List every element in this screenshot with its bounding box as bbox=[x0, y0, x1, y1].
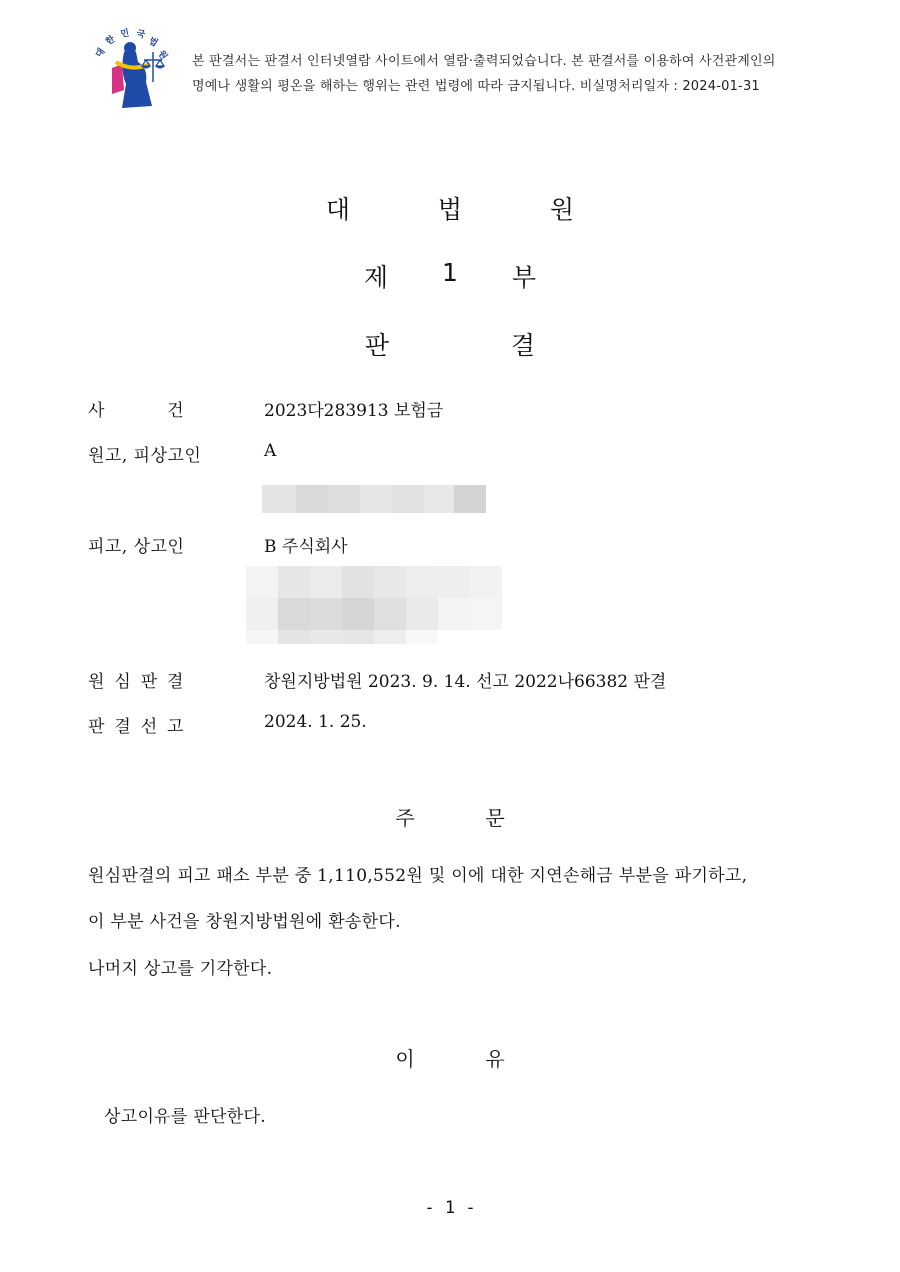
lower-label-char: 심 bbox=[114, 672, 132, 692]
judgment-date: 2024. 1. 25. bbox=[264, 712, 367, 732]
doc-type-char: 판 bbox=[364, 331, 390, 360]
date-label-char: 고 bbox=[167, 717, 184, 737]
reasons-title-char: 이 bbox=[395, 1047, 415, 1071]
lower-court-label bbox=[88, 667, 184, 692]
date-label-char: 선 bbox=[140, 717, 158, 737]
redacted-block-defendant bbox=[246, 566, 502, 644]
lower-label-char: 판 bbox=[140, 672, 158, 692]
page-number: - 1 - bbox=[424, 1198, 476, 1218]
notice-line-1: 본 판결서는 판결서 인터넷열람 사이트에서 열람·출력되었습니다. 본 판결서를 이용하여 사건관계인의 bbox=[192, 54, 776, 69]
svg-text:대: 대 bbox=[94, 46, 108, 60]
case-label bbox=[88, 396, 184, 421]
order-line-3: 나머지 상고를 기각한다. bbox=[88, 959, 273, 979]
notice-line-2: 명예나 생활의 평온을 해하는 행위는 관련 법령에 따라 금지됩니다. 비실명처리일자 : 2024-01-31 bbox=[192, 79, 760, 94]
order-line-1: 원심판결의 피고 패소 부분 중 1,110,552원 및 이에 대한 지연손해금 부분을 파기하고, bbox=[88, 866, 748, 886]
order-title bbox=[0, 802, 900, 831]
plaintiff-label: 원고, 피상고인 bbox=[88, 446, 202, 466]
order-title-char: 주 bbox=[395, 806, 415, 830]
court-name-char: 대 bbox=[325, 195, 351, 224]
lower-court-judgment: 창원지방법원 2023. 9. 14. 선고 2022나66382 판결 bbox=[264, 672, 667, 692]
reasons-title-char: 유 bbox=[485, 1047, 505, 1071]
case-number: 2023다283913 보험금 bbox=[264, 401, 444, 421]
order-title-char: 문 bbox=[485, 806, 505, 830]
court-logo bbox=[86, 22, 178, 114]
court-name bbox=[0, 190, 900, 226]
reasons-title bbox=[0, 1043, 900, 1072]
judgment-date-label bbox=[88, 712, 184, 737]
court-division bbox=[0, 258, 900, 294]
defendant-name: B 주식회사 bbox=[264, 537, 348, 557]
division-char: 제 bbox=[363, 263, 389, 292]
svg-text:법: 법 bbox=[146, 36, 160, 50]
court-name-char: 법 bbox=[437, 195, 463, 224]
plaintiff-name: A bbox=[264, 441, 277, 461]
doc-type-char: 결 bbox=[510, 331, 536, 360]
court-name-char: 원 bbox=[549, 195, 575, 224]
reasons-line-1: 상고이유를 판단한다. bbox=[104, 1107, 266, 1127]
date-label-char: 결 bbox=[114, 717, 132, 737]
division-char: 부 bbox=[511, 263, 537, 292]
order-line-2: 이 부분 사건을 창원지방법원에 환송한다. bbox=[88, 912, 401, 932]
redacted-block-plaintiff bbox=[262, 485, 486, 513]
document-type bbox=[0, 326, 900, 362]
division-char: 1 bbox=[442, 258, 458, 287]
svg-text:국: 국 bbox=[135, 29, 146, 41]
lower-label-char: 원 bbox=[88, 672, 105, 692]
svg-text:한: 한 bbox=[104, 34, 117, 48]
case-label-char: 사 bbox=[88, 401, 105, 421]
svg-text:원: 원 bbox=[155, 48, 169, 62]
case-label-char: 건 bbox=[167, 401, 184, 421]
svg-text:민: 민 bbox=[119, 28, 131, 40]
defendant-label: 피고, 상고인 bbox=[88, 537, 185, 557]
date-label-char: 판 bbox=[88, 717, 105, 737]
lower-label-char: 결 bbox=[167, 672, 184, 692]
